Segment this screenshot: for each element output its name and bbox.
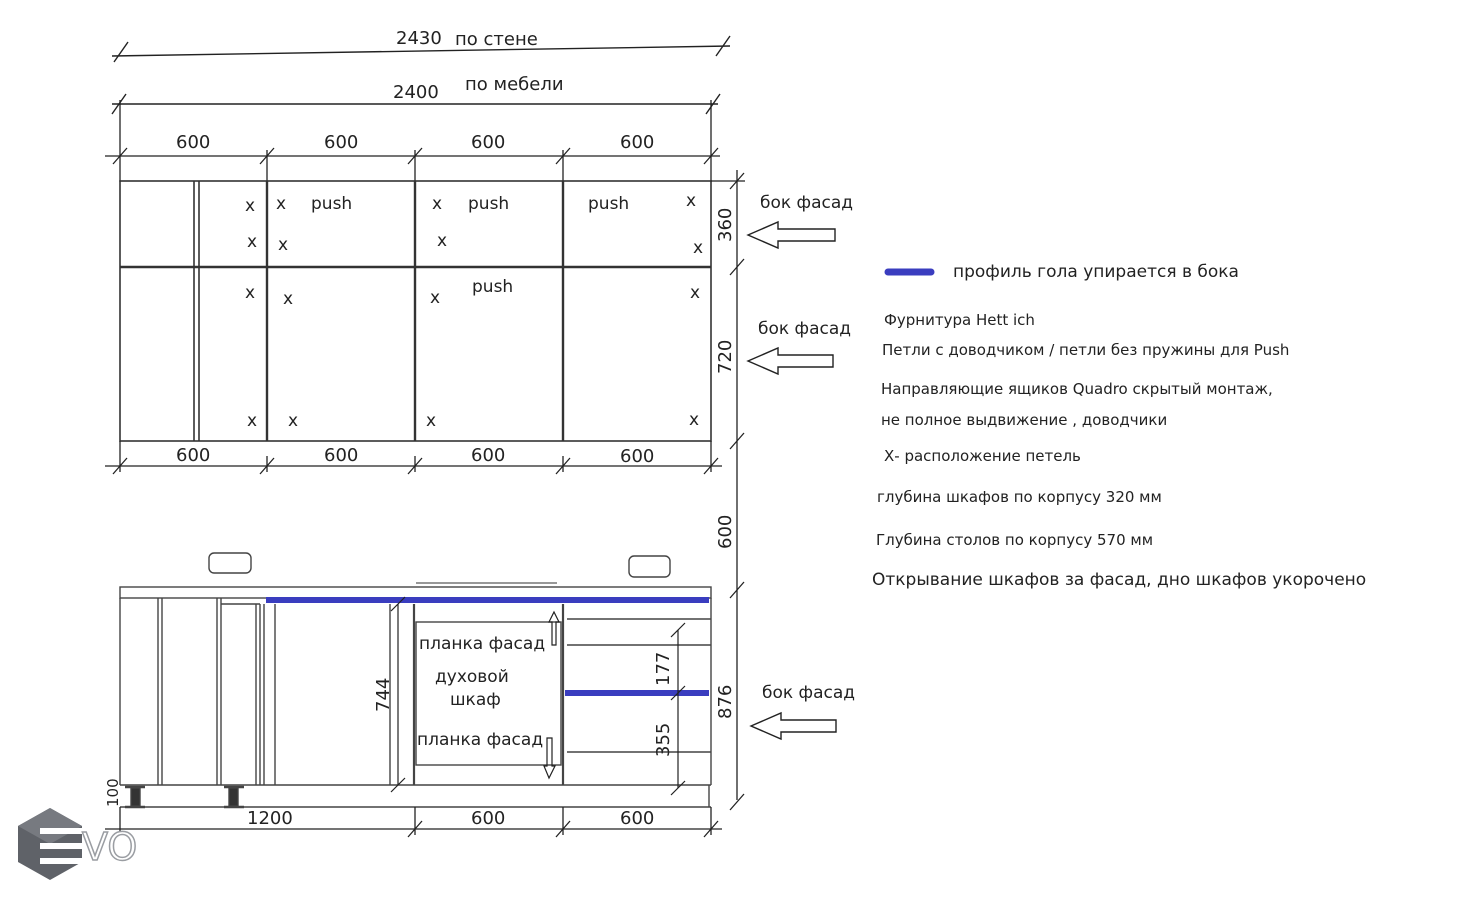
side-facade-label: бок фасад bbox=[758, 319, 852, 339]
upper-bottom-width-3: 600 bbox=[471, 445, 506, 466]
legend-text: профиль гола упирается в бока bbox=[953, 262, 1239, 282]
furniture-total-caption: по мебели bbox=[465, 74, 564, 95]
oven-height: 744 bbox=[373, 677, 394, 712]
hinge-mark: x bbox=[437, 231, 448, 251]
furniture-total-value: 2400 bbox=[393, 82, 439, 103]
hinge-mark: x bbox=[245, 196, 256, 216]
hinge-mark: x bbox=[276, 194, 287, 214]
gap-height: 600 bbox=[715, 514, 736, 549]
drawer-bottom-height: 355 bbox=[653, 722, 674, 757]
lower-width-1: 1200 bbox=[247, 808, 293, 829]
plinth-height: 100 bbox=[104, 778, 122, 807]
push-label: push bbox=[588, 194, 630, 214]
wall-total-caption: по стене bbox=[455, 29, 538, 50]
side-facade-label: бок фасад bbox=[762, 683, 856, 703]
hinge-mark: x bbox=[247, 232, 258, 252]
hinge-mark: x bbox=[288, 411, 299, 431]
note-opening: Открывание шкафов за фасад, дно шкафов укорочено bbox=[872, 570, 1367, 590]
lower-width-3: 600 bbox=[620, 808, 655, 829]
base-height: 876 bbox=[715, 684, 736, 719]
arrow-icon bbox=[748, 222, 836, 739]
note-drawer-runners-cont: не полное выдвижение , доводчики bbox=[881, 411, 1168, 429]
upper-width-2: 600 bbox=[324, 132, 359, 153]
push-label: push bbox=[311, 194, 353, 214]
drawer-top-height: 177 bbox=[653, 651, 674, 686]
push-label: push bbox=[468, 194, 510, 214]
upper-width-4: 600 bbox=[620, 132, 655, 153]
oven-label-line2: шкаф bbox=[450, 690, 501, 710]
upper-row1-height: 360 bbox=[715, 207, 736, 242]
hinge-mark: x bbox=[278, 235, 289, 255]
side-facade-label: бок фасад bbox=[760, 193, 854, 213]
upper-width-3: 600 bbox=[471, 132, 506, 153]
upper-width-1: 600 bbox=[176, 132, 211, 153]
note-base-depth: Глубина столов по корпусу 570 мм bbox=[876, 531, 1154, 549]
note-hinge-legend: Х- расположение петель bbox=[884, 447, 1081, 465]
upper-cabinets bbox=[120, 181, 711, 441]
hinge-marks bbox=[245, 191, 703, 431]
hinge-mark: x bbox=[283, 289, 294, 309]
hinge-mark: x bbox=[690, 283, 701, 303]
hinge-mark: x bbox=[693, 238, 704, 258]
note-drawer-runners: Направляющие ящиков Quadro скрытый монтаж, bbox=[881, 380, 1273, 398]
lower-cabinets bbox=[120, 553, 711, 807]
push-label: push bbox=[472, 277, 514, 297]
note-wall-depth: глубина шкафов по корпусу 320 мм bbox=[877, 488, 1162, 506]
plank-facade-label: планка фасад bbox=[419, 634, 546, 654]
hinge-mark: x bbox=[426, 411, 437, 431]
hinge-mark: x bbox=[689, 410, 700, 430]
upper-row2-height: 720 bbox=[715, 339, 736, 374]
wall-total-value: 2430 bbox=[396, 28, 442, 49]
hinge-mark: x bbox=[430, 288, 441, 308]
oven-label-line1: духовой bbox=[435, 667, 509, 687]
hinge-mark: x bbox=[247, 411, 258, 431]
hinge-mark: x bbox=[245, 283, 256, 303]
plank-facade-label: планка фасад bbox=[417, 730, 544, 750]
note-hardware: Фурнитура Hett ich bbox=[884, 311, 1035, 329]
upper-bottom-width-1: 600 bbox=[176, 445, 211, 466]
hinge-mark: x bbox=[686, 191, 697, 211]
hinge-mark: x bbox=[432, 194, 443, 214]
logo-text: VO bbox=[82, 825, 138, 869]
note-hinges: Петли с доводчиком / петли без пружины для Push bbox=[882, 341, 1290, 359]
lower-width-2: 600 bbox=[471, 808, 506, 829]
small-arrow-icons bbox=[544, 612, 559, 778]
upper-bottom-width-4: 600 bbox=[620, 446, 655, 467]
upper-bottom-width-2: 600 bbox=[324, 445, 359, 466]
